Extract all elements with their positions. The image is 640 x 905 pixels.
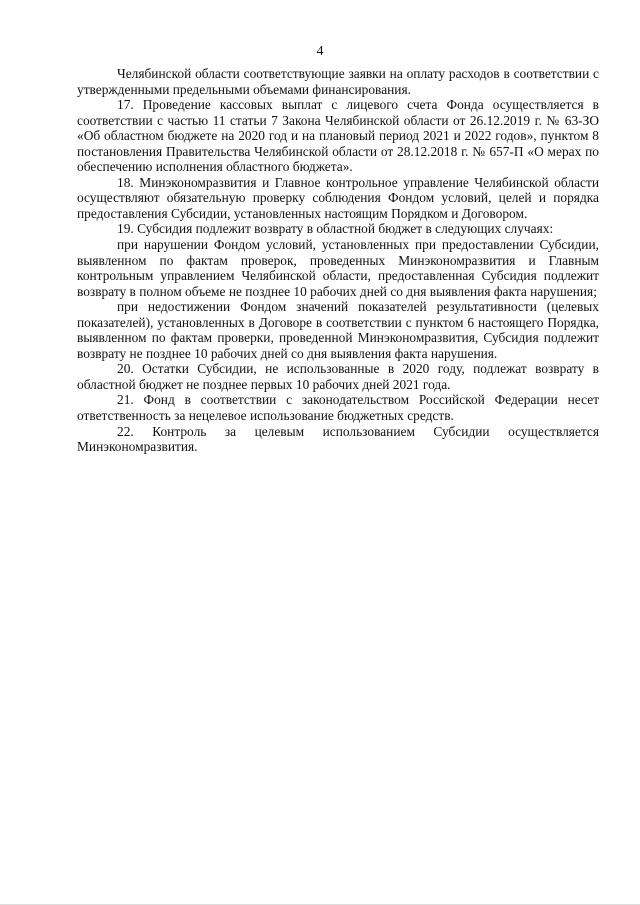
paragraph-continuation: Челябинской области соответствующие заявки на оплату расходов в соответствии с утвержденными предельными объемами финансирования. xyxy=(77,66,599,97)
paragraph-19-case-1: при нарушении Фондом условий, установленных при предоставлении Субсидии, выявленном по фактам проверок, проведенных Минэкономразвития и Главным контрольным управлением Челябинской области, предоставленная Субсидия подлежит возврату в полном объеме не позднее 10 рабочих дней со дня выявления факта нарушения; xyxy=(77,237,599,299)
paragraph-19: 19. Субсидия подлежит возврату в областной бюджет в следующих случаях: xyxy=(117,221,554,237)
paragraph-18: 18. Минэкономразвития и Главное контрольное управление Челябинской области осуществляют обязательную проверку соблюдения Фондом условий, целей и порядка предоставления Субсидии, установленных настоящим Порядком и Договором. xyxy=(77,174,599,221)
paragraph-21: 21. Фонд в соответствии с законодательством Российской Федерации несет ответственность за нецелевое использование бюджетных средств. xyxy=(77,392,599,424)
paragraph-19-case-2: при недостижении Фондом значений показателей результативности (целевых показателей), установленных в Договоре в соответствии с пунктом 6 настоящего Порядка, выявленном по фактам проверки, проведенной Минэкономразвития, Субсидия подлежит возврату не позднее 10 рабочих дней со дня выявления факта нарушения. xyxy=(77,299,599,361)
paragraph-22: 22. Контроль за целевым использованием Субсидии осуществляется Минэкономразвития. xyxy=(77,423,599,455)
paragraph-17: 17. Проведение кассовых выплат с лицевого счета Фонда осуществляется в соответствии с частью 11 статьи 7 Закона Челябинской области от 26.12.2019 г. № 63-ЗО «Об областном бюджете на 2020 год и на плановый период 2021 и 2022 годов», пунктом 8 постановления Правительства Челябинской области от 28.12.2018 г. № 657-П «О мерах по обеспечению исполнения областного бюджета». xyxy=(77,97,599,175)
paragraph-20: 20. Остатки Субсидии, не использованные в 2020 году, подлежат возврату в областной бюджет не позднее первых 10 рабочих дней 2021 года. xyxy=(77,361,599,392)
document-body xyxy=(77,66,599,455)
page-number: 4 xyxy=(316,44,324,59)
